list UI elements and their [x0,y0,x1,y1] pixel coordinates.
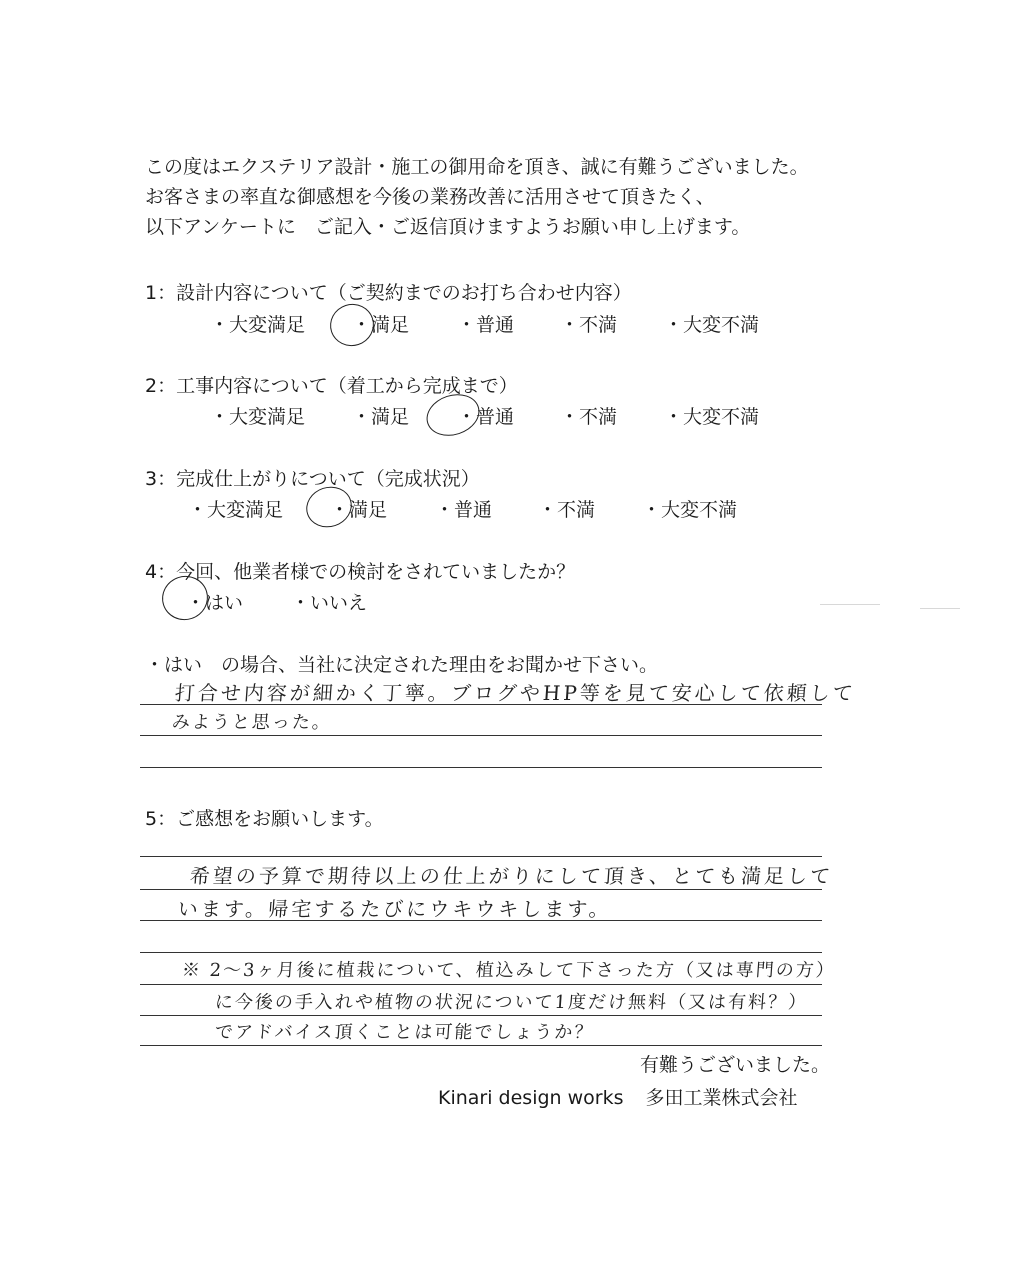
company-signature [438,1083,798,1110]
q3-option-satisfied: ・満足 [330,499,388,521]
q2-option-average: ・普通 [457,406,515,428]
answer-rule [140,856,822,857]
answer-rule [140,952,822,953]
q5-answer-line-3: ※ 2～3ヶ月後に植栽について、植込みして下さった方（又は専門の方） [181,960,837,981]
q5-answer-line-4: に今後の手入れや植物の状況について1度だけ無料（又は有料？） [214,992,809,1013]
company-brand: Kinari design works [438,1087,624,1109]
reason-answer-line-2: みようと思った。 [171,712,333,733]
q2-option-dissatisfied: ・不満 [560,406,618,428]
reason-prompt: ・はい の場合、当社に決定された理由をお聞かせ下さい。 [145,654,659,676]
question-3-heading: 3：完成仕上がりについて（完成状況） [145,468,480,490]
q2-option-very-dissatisfied: ・大変不満 [664,406,760,428]
q5-answer-line-1: 希望の予算で期待以上の仕上がりにして頂き、とても満足して [189,864,834,888]
q3-option-very-dissatisfied: ・大変不満 [642,499,738,521]
intro-line-1: この度はエクステリア設計・施工の御用命を頂き、誠に有難うございました。 [145,156,809,178]
selection-circle-mark [325,298,380,352]
answer-rule [140,704,822,705]
scan-speck [820,604,880,605]
answer-rule [140,1045,822,1046]
answer-rule [140,1015,822,1016]
q3-option-very-satisfied: ・大変満足 [188,499,284,521]
q1-option-average: ・普通 [457,314,515,336]
answer-rule [140,889,822,890]
answer-rule [140,984,822,985]
q4-option-no: ・いいえ [291,592,368,614]
question-4-heading: 4：今回、他業者様での検討をされていましたか？ [145,561,576,583]
question-2-heading: 2：工事内容について（着工から完成まで） [145,375,518,397]
intro-text [145,152,809,242]
intro-line-3: 以下アンケートに ご記入・ご返信頂けますようお願い申し上げます。 [145,216,751,238]
scan-speck [920,608,960,609]
answer-rule [140,735,822,736]
q4-option-yes: ・はい [186,592,244,614]
q5-answer-line-5: でアドバイス頂くことは可能でしょうか？ [214,1022,596,1043]
reason-answer-line-1: 打合せ内容が細かく丁寧。ブログやHP等を見て安心して依頼して [174,681,857,705]
q1-option-very-satisfied: ・大変満足 [210,314,306,336]
question-5-heading: 5：ご感想をお願いします。 [145,808,384,830]
q1-option-very-dissatisfied: ・大変不満 [664,314,760,336]
q1-option-satisfied: ・満足 [352,314,410,336]
intro-line-2: お客さまの率直な御感想を今後の業務改善に活用させて頂きたく、 [145,186,715,208]
q3-option-average: ・普通 [435,499,493,521]
closing-thanks: 有難うございました。 [639,1054,830,1076]
q2-option-satisfied: ・満足 [352,406,410,428]
answer-rule [140,920,822,921]
q2-option-very-satisfied: ・大変満足 [210,406,306,428]
q1-option-dissatisfied: ・不満 [560,314,618,336]
company-name: 多田工業株式会社 [645,1087,798,1109]
question-1-heading: 1：設計内容について（ご契約までのお打ち合わせ内容） [145,282,632,304]
answer-rule [140,767,822,768]
q5-answer-line-2: います。帰宅するたびにウキウキします。 [177,897,613,921]
q3-option-dissatisfied: ・不満 [538,499,596,521]
